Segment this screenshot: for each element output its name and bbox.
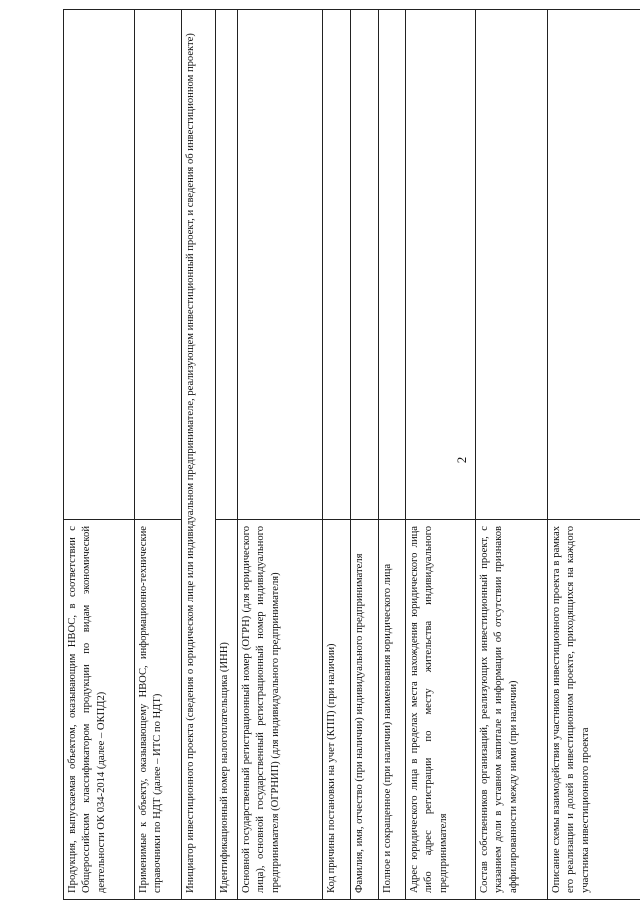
row-value-kpp — [323, 10, 351, 520]
row-label-ogrn: Основной государственный регистрационный номер (ОГРН) (для юридического лица), основной государственный регистрационный номер индивидуального предпринимателя (ОГРНИП) (для индивидуального предпринимателя) — [238, 520, 323, 900]
row-value-interaction-scheme — [548, 10, 640, 520]
row-label-interaction-scheme: Описание схемы взаимодействия участников инвестиционного проекта в рамках его реализации и долей в инвестиционном проекте, приходящихся на каждого участника инвестиционного проекта — [548, 520, 640, 900]
row-value-owners — [476, 10, 548, 520]
row-label-okpd2: Продукция, выпускаемая объектом, оказывающим НВОС, в соответствии с Общероссийским классификатором продукции по видам экономической деятельности ОК 034-2014 (далее – ОКПД2) — [64, 520, 135, 900]
row-value-ogrn — [238, 10, 323, 520]
page-number: 2 — [454, 456, 469, 464]
row-label-fio: Фамилия, имя, отчество (при наличии) индивидуального предпринимателя — [351, 520, 379, 900]
table-row — [182, 10, 216, 900]
table-row — [216, 10, 238, 900]
row-value-inn — [216, 10, 238, 520]
table-row — [548, 10, 640, 900]
row-label-kpp: Код причины постановки на учет (КПП) (при наличии) — [323, 520, 351, 900]
row-value-address — [406, 10, 476, 520]
table-row — [238, 10, 323, 900]
table-row — [406, 10, 476, 900]
table-row — [135, 10, 182, 900]
row-label-owners: Состав собственников организаций, реализующих инвестиционный проект, с указанием доли в уставном капитале и информации об отсутствии признаков аффилированности между ними (при наличии) — [476, 520, 548, 900]
row-value-fio — [351, 10, 379, 520]
row-label-inn: Идентификационный номер налогоплательщика (ИНН) — [216, 520, 238, 900]
table-row — [476, 10, 548, 900]
section-header-initiator: Инициатор инвестиционного проекта (сведения о юридическом лице или индивидуальном предпринимателе, реализующем инвестиционный проект, и сведения об инвестиционном проекте) — [182, 10, 216, 900]
investment-project-form-table — [63, 9, 640, 900]
row-value-company-name — [379, 10, 406, 520]
row-label-company-name: Полное и сокращенное (при наличии) наименования юридического лица — [379, 520, 406, 900]
row-value-its-ndt — [135, 10, 182, 520]
table-row — [323, 10, 351, 900]
row-label-address: Адрес юридического лица в пределах места нахождения юридического лица либо адрес регистрации по месту жительства индивидуального предпринимателя — [406, 520, 476, 900]
table-row — [379, 10, 406, 900]
table-row — [351, 10, 379, 900]
row-label-its-ndt: Применимые к объекту, оказывающему НВОС, информационно-технические справочники по НДТ (далее – ИТС по НДТ) — [135, 520, 182, 900]
table-row — [64, 10, 135, 900]
rotated-form-table-frame — [63, 10, 640, 900]
row-value-okpd2 — [64, 10, 135, 520]
